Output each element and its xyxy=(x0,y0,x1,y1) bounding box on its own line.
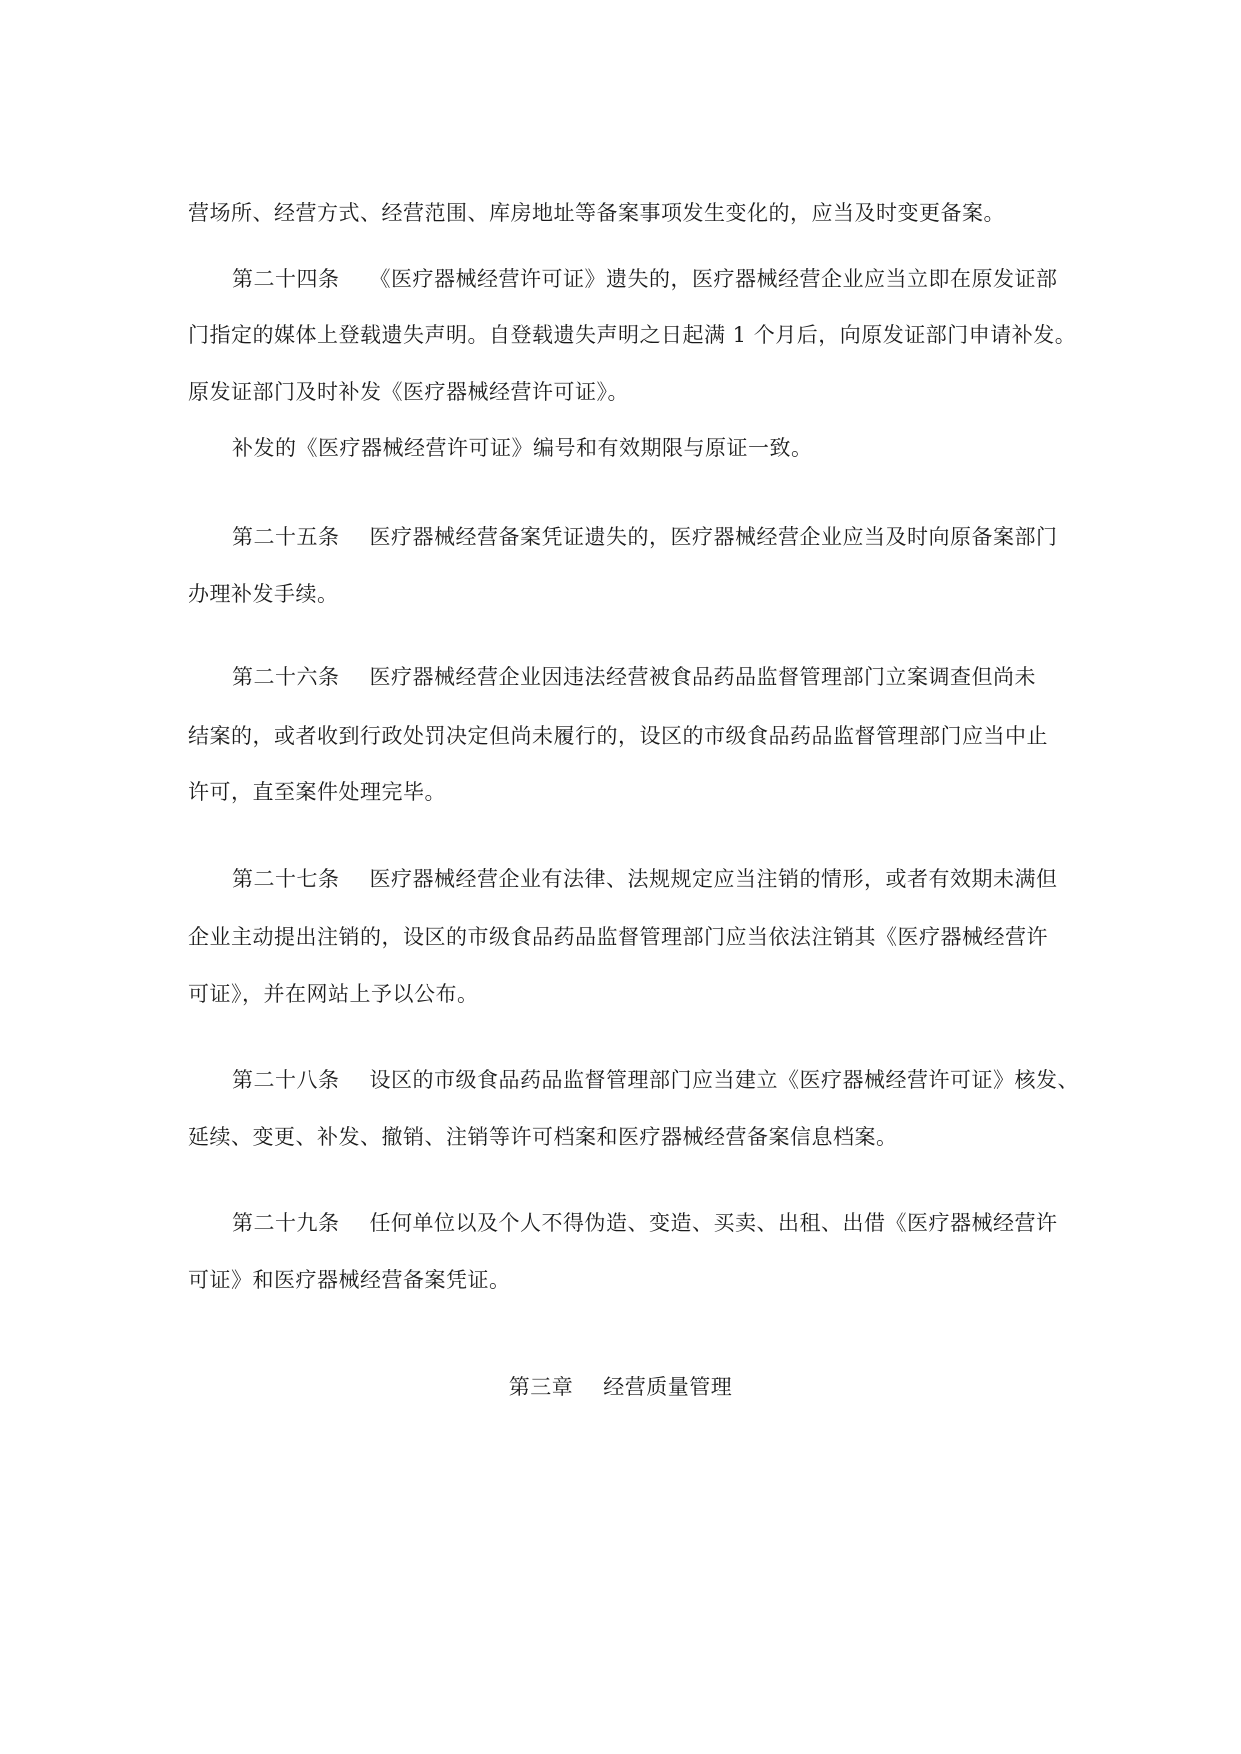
chapter-title: 经营质量管理 xyxy=(603,1375,733,1399)
chapter-heading xyxy=(0,1375,1241,1399)
article-29-line: 第二十九条 任何单位以及个人不得伪造、变造、买卖、出租、出借《医疗器械经营许 xyxy=(232,1211,1058,1235)
article-24-line: 门指定的媒体上登载遗失声明。自登载遗失声明之日起满 1 个月后，向原发证部门申请补发。 xyxy=(188,323,1077,347)
article-number: 第二十九条 xyxy=(232,1211,340,1235)
article-number: 第二十四条 xyxy=(232,267,340,291)
article-26-line: 结案的，或者收到行政处罚决定但尚未履行的，设区的市级食品药品监督管理部门应当中止 xyxy=(188,724,1048,748)
article-24-line: 原发证部门及时补发《医疗器械经营许可证》。 xyxy=(188,380,629,404)
article-28-line: 延续、变更、补发、撤销、注销等许可档案和医疗器械经营备案信息档案。 xyxy=(188,1125,898,1149)
article-number: 第二十八条 xyxy=(232,1068,340,1092)
chapter-number: 第三章 xyxy=(508,1375,574,1399)
article-29-line: 可证》和医疗器械经营备案凭证。 xyxy=(188,1268,511,1292)
article-26-line: 许可，直至案件处理完毕。 xyxy=(188,780,446,804)
article-28-line: 第二十八条 设区的市级食品药品监督管理部门应当建立《医疗器械经营许可证》核发、 xyxy=(232,1068,1079,1092)
article-27-line: 企业主动提出注销的，设区的市级食品药品监督管理部门应当依法注销其《医疗器械经营许 xyxy=(188,925,1048,949)
article-24-line: 第二十四条 《医疗器械经营许可证》遗失的，医疗器械经营企业应当立即在原发证部 xyxy=(232,267,1058,291)
article-27-line: 可证》，并在网站上予以公布。 xyxy=(188,982,479,1006)
paragraph-line: 补发的《医疗器械经营许可证》编号和有效期限与原证一致。 xyxy=(232,436,813,460)
article-26-line: 第二十六条 医疗器械经营企业因违法经营被食品药品监督管理部门立案调查但尚未 xyxy=(232,665,1036,689)
article-27-line: 第二十七条 医疗器械经营企业有法律、法规规定应当注销的情形，或者有效期未满但 xyxy=(232,867,1058,891)
article-25-line: 办理补发手续。 xyxy=(188,582,339,606)
paragraph-line: 营场所、经营方式、经营范围、库房地址等备案事项发生变化的，应当及时变更备案。 xyxy=(188,201,1005,225)
article-25-line: 第二十五条 医疗器械经营备案凭证遗失的，医疗器械经营企业应当及时向原备案部门 xyxy=(232,525,1058,549)
article-number: 第二十七条 xyxy=(232,867,340,891)
article-number: 第二十五条 xyxy=(232,525,340,549)
article-number: 第二十六条 xyxy=(232,665,340,689)
